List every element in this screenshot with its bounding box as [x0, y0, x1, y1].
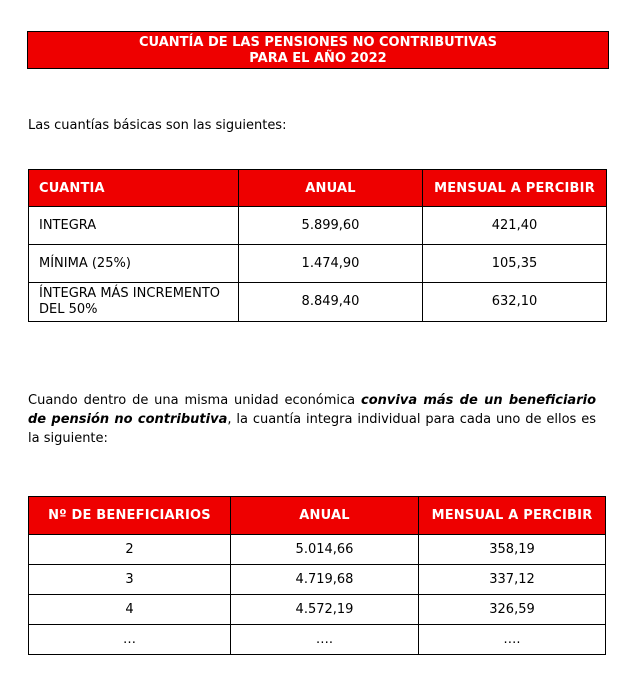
table-cell: 4.719,68 — [231, 565, 419, 595]
paragraph-text-end: , la cuantía integra individual para cada uno de ellos es la siguiente: — [28, 412, 596, 446]
title-line-2: PARA EL AÑO 2022 — [249, 51, 387, 66]
table-row — [29, 207, 607, 245]
table-cell: 421,40 — [423, 207, 607, 245]
table-cell: 5.899,60 — [239, 207, 423, 245]
table-row — [29, 535, 606, 565]
table-cell: …. — [419, 625, 606, 655]
intro-text: Las cuantías básicas son las siguientes: — [28, 118, 287, 133]
column-header-cuantia: CUANTIA — [29, 170, 239, 207]
cohabitation-paragraph — [28, 391, 596, 448]
basic-amounts-table — [28, 169, 607, 322]
table-cell: 632,10 — [423, 283, 607, 322]
table-row — [29, 625, 606, 655]
column-header-beneficiarios: Nº DE BENEFICIARIOS — [29, 497, 231, 535]
table-cell: 337,12 — [419, 565, 606, 595]
column-header-mensual: MENSUAL A PERCIBIR — [419, 497, 606, 535]
page-title — [27, 31, 609, 69]
table-cell: 358,19 — [419, 535, 606, 565]
table-row — [29, 595, 606, 625]
paragraph-text-start: Cuando dentro de una misma unidad económica — [28, 393, 362, 408]
table-cell: 326,59 — [419, 595, 606, 625]
table-row — [29, 565, 606, 595]
table-cell: 2 — [29, 535, 231, 565]
table-cell: INTEGRA — [29, 207, 239, 245]
table-cell: 5.014,66 — [231, 535, 419, 565]
beneficiaries-table — [28, 496, 606, 655]
table-cell: 105,35 — [423, 245, 607, 283]
table-cell: 3 — [29, 565, 231, 595]
table-cell: 1.474,90 — [239, 245, 423, 283]
table-cell: 8.849,40 — [239, 283, 423, 322]
paragraph-emphasis: conviva más de un beneficiario de pensión no contributiva — [28, 393, 596, 427]
column-header-anual: ANUAL — [231, 497, 419, 535]
table-row — [29, 283, 607, 322]
table-cell: 4.572,19 — [231, 595, 419, 625]
table-row — [29, 245, 607, 283]
table-header-row — [29, 170, 607, 207]
column-header-mensual: MENSUAL A PERCIBIR — [423, 170, 607, 207]
column-header-anual: ANUAL — [239, 170, 423, 207]
table-cell: MÍNIMA (25%) — [29, 245, 239, 283]
table-cell: 4 — [29, 595, 231, 625]
table-header-row — [29, 497, 606, 535]
table-cell: ÍNTEGRA MÁS INCREMENTO DEL 50% — [29, 283, 239, 322]
table-cell: …. — [231, 625, 419, 655]
title-line-1: CUANTÍA DE LAS PENSIONES NO CONTRIBUTIVAS — [139, 35, 497, 50]
table-cell: … — [29, 625, 231, 655]
